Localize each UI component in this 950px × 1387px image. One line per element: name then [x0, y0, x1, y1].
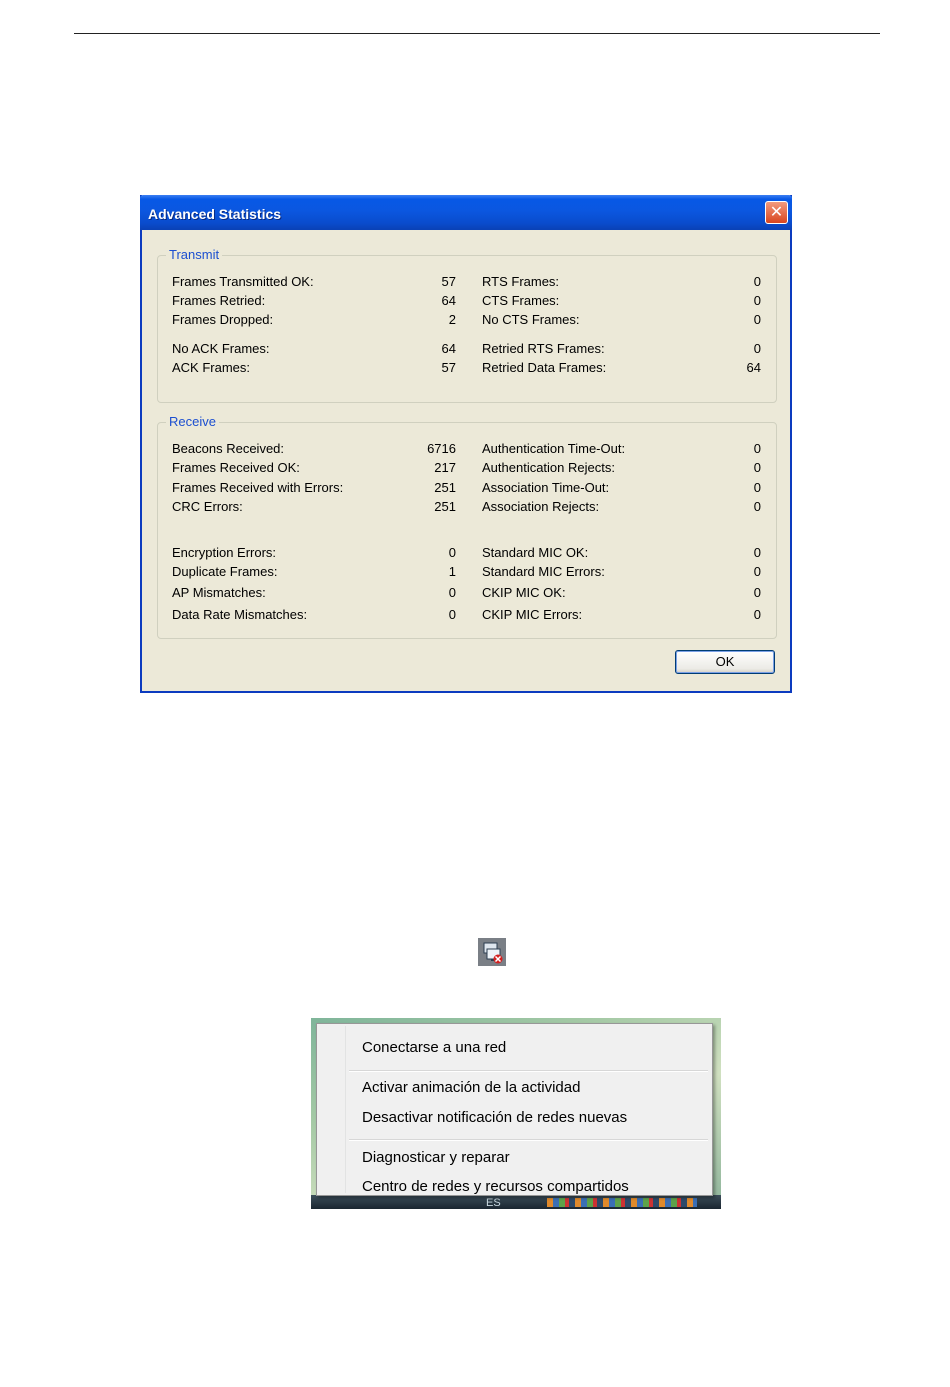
menu-item-network-center[interactable]: Centro de redes y recursos compartidos [362, 1178, 629, 1195]
menu-separator [349, 1070, 708, 1072]
transmit-group [157, 247, 777, 403]
stat-label: No ACK Frames: [172, 341, 270, 356]
stat-value: 64 [441, 293, 456, 308]
stat-label: Beacons Received: [172, 441, 285, 456]
stat-label: CTS Frames: [482, 293, 560, 308]
receive-group [157, 414, 777, 639]
stat-label: Data Rate Mismatches: [172, 607, 308, 622]
language-indicator[interactable]: ES [486, 1197, 501, 1209]
taskbar-tray-icons[interactable] [547, 1198, 697, 1207]
menu-gutter [345, 1026, 346, 1193]
stat-label: Retried Data Frames: [482, 360, 607, 375]
stat-value: 0 [753, 585, 761, 600]
stat-label: CRC Errors: [172, 499, 243, 514]
stat-value: 57 [441, 360, 456, 375]
stat-label: Frames Retried: [172, 293, 266, 308]
close-button[interactable] [765, 201, 788, 224]
stat-label: Standard MIC Errors: [482, 564, 605, 579]
stat-label: Duplicate Frames: [172, 564, 278, 579]
taskbar [311, 1195, 721, 1209]
stat-value: 64 [441, 341, 456, 356]
network-context-menu [316, 1023, 713, 1196]
stat-label: Frames Received with Errors: [172, 480, 344, 495]
stat-value: 0 [753, 607, 761, 622]
menu-item-disable-notification[interactable]: Desactivar notificación de redes nuevas [362, 1109, 628, 1126]
stat-label: Frames Received OK: [172, 460, 300, 475]
stat-label: Frames Dropped: [172, 312, 274, 327]
stat-value: 251 [434, 499, 456, 514]
stat-value: 0 [753, 460, 761, 475]
stat-value: 0 [753, 564, 761, 579]
stat-label: Encryption Errors: [172, 545, 277, 560]
page-header-rule [74, 33, 880, 34]
menu-item-connect[interactable]: Conectarse a una red [362, 1039, 507, 1056]
stat-value: 0 [753, 480, 761, 495]
stat-value: 0 [448, 585, 456, 600]
stat-value: 6716 [427, 441, 456, 456]
stat-value: 0 [448, 545, 456, 560]
context-menu-screenshot [311, 1018, 721, 1209]
stat-value: 0 [753, 499, 761, 514]
network-disconnected-icon[interactable] [478, 938, 506, 966]
stat-label: Retried RTS Frames: [482, 341, 605, 356]
dialog-titlebar[interactable] [140, 195, 792, 230]
stat-label: CKIP MIC OK: [482, 585, 566, 600]
stat-label: RTS Frames: [482, 274, 560, 289]
menu-separator [349, 1139, 708, 1141]
stat-label: Association Time-Out: [482, 480, 610, 495]
menu-item-activity-animation[interactable]: Activar animación de la actividad [362, 1079, 581, 1096]
stat-label: Frames Transmitted OK: [172, 274, 314, 289]
transmit-legend: Transmit [166, 247, 222, 262]
advanced-statistics-dialog [140, 195, 792, 693]
stat-value: 1 [448, 564, 456, 579]
ok-button[interactable]: OK [675, 650, 775, 674]
receive-legend: Receive [166, 414, 219, 429]
close-icon: ✕ [769, 202, 784, 221]
stat-value: 57 [441, 274, 456, 289]
stat-label: ACK Frames: [172, 360, 251, 375]
stat-label: AP Mismatches: [172, 585, 266, 600]
stat-label: CKIP MIC Errors: [482, 607, 583, 622]
stat-value: 0 [753, 341, 761, 356]
stat-label: Association Rejects: [482, 499, 600, 514]
stat-value: 0 [753, 545, 761, 560]
stat-value: 0 [753, 293, 761, 308]
stat-label: Standard MIC OK: [482, 545, 589, 560]
stat-value: 0 [753, 441, 761, 456]
stat-value: 2 [448, 312, 456, 327]
stat-value: 251 [434, 480, 456, 495]
stat-label: No CTS Frames: [482, 312, 580, 327]
dialog-title: Advanced Statistics [148, 206, 282, 222]
stat-value: 0 [753, 274, 761, 289]
stat-label: Authentication Time-Out: [482, 441, 626, 456]
stat-value: 0 [753, 312, 761, 327]
menu-item-diagnose[interactable]: Diagnosticar y reparar [362, 1149, 510, 1166]
stat-value: 64 [746, 360, 761, 375]
stat-value: 217 [434, 460, 456, 475]
stat-label: Authentication Rejects: [482, 460, 615, 475]
stat-value: 0 [448, 607, 456, 622]
